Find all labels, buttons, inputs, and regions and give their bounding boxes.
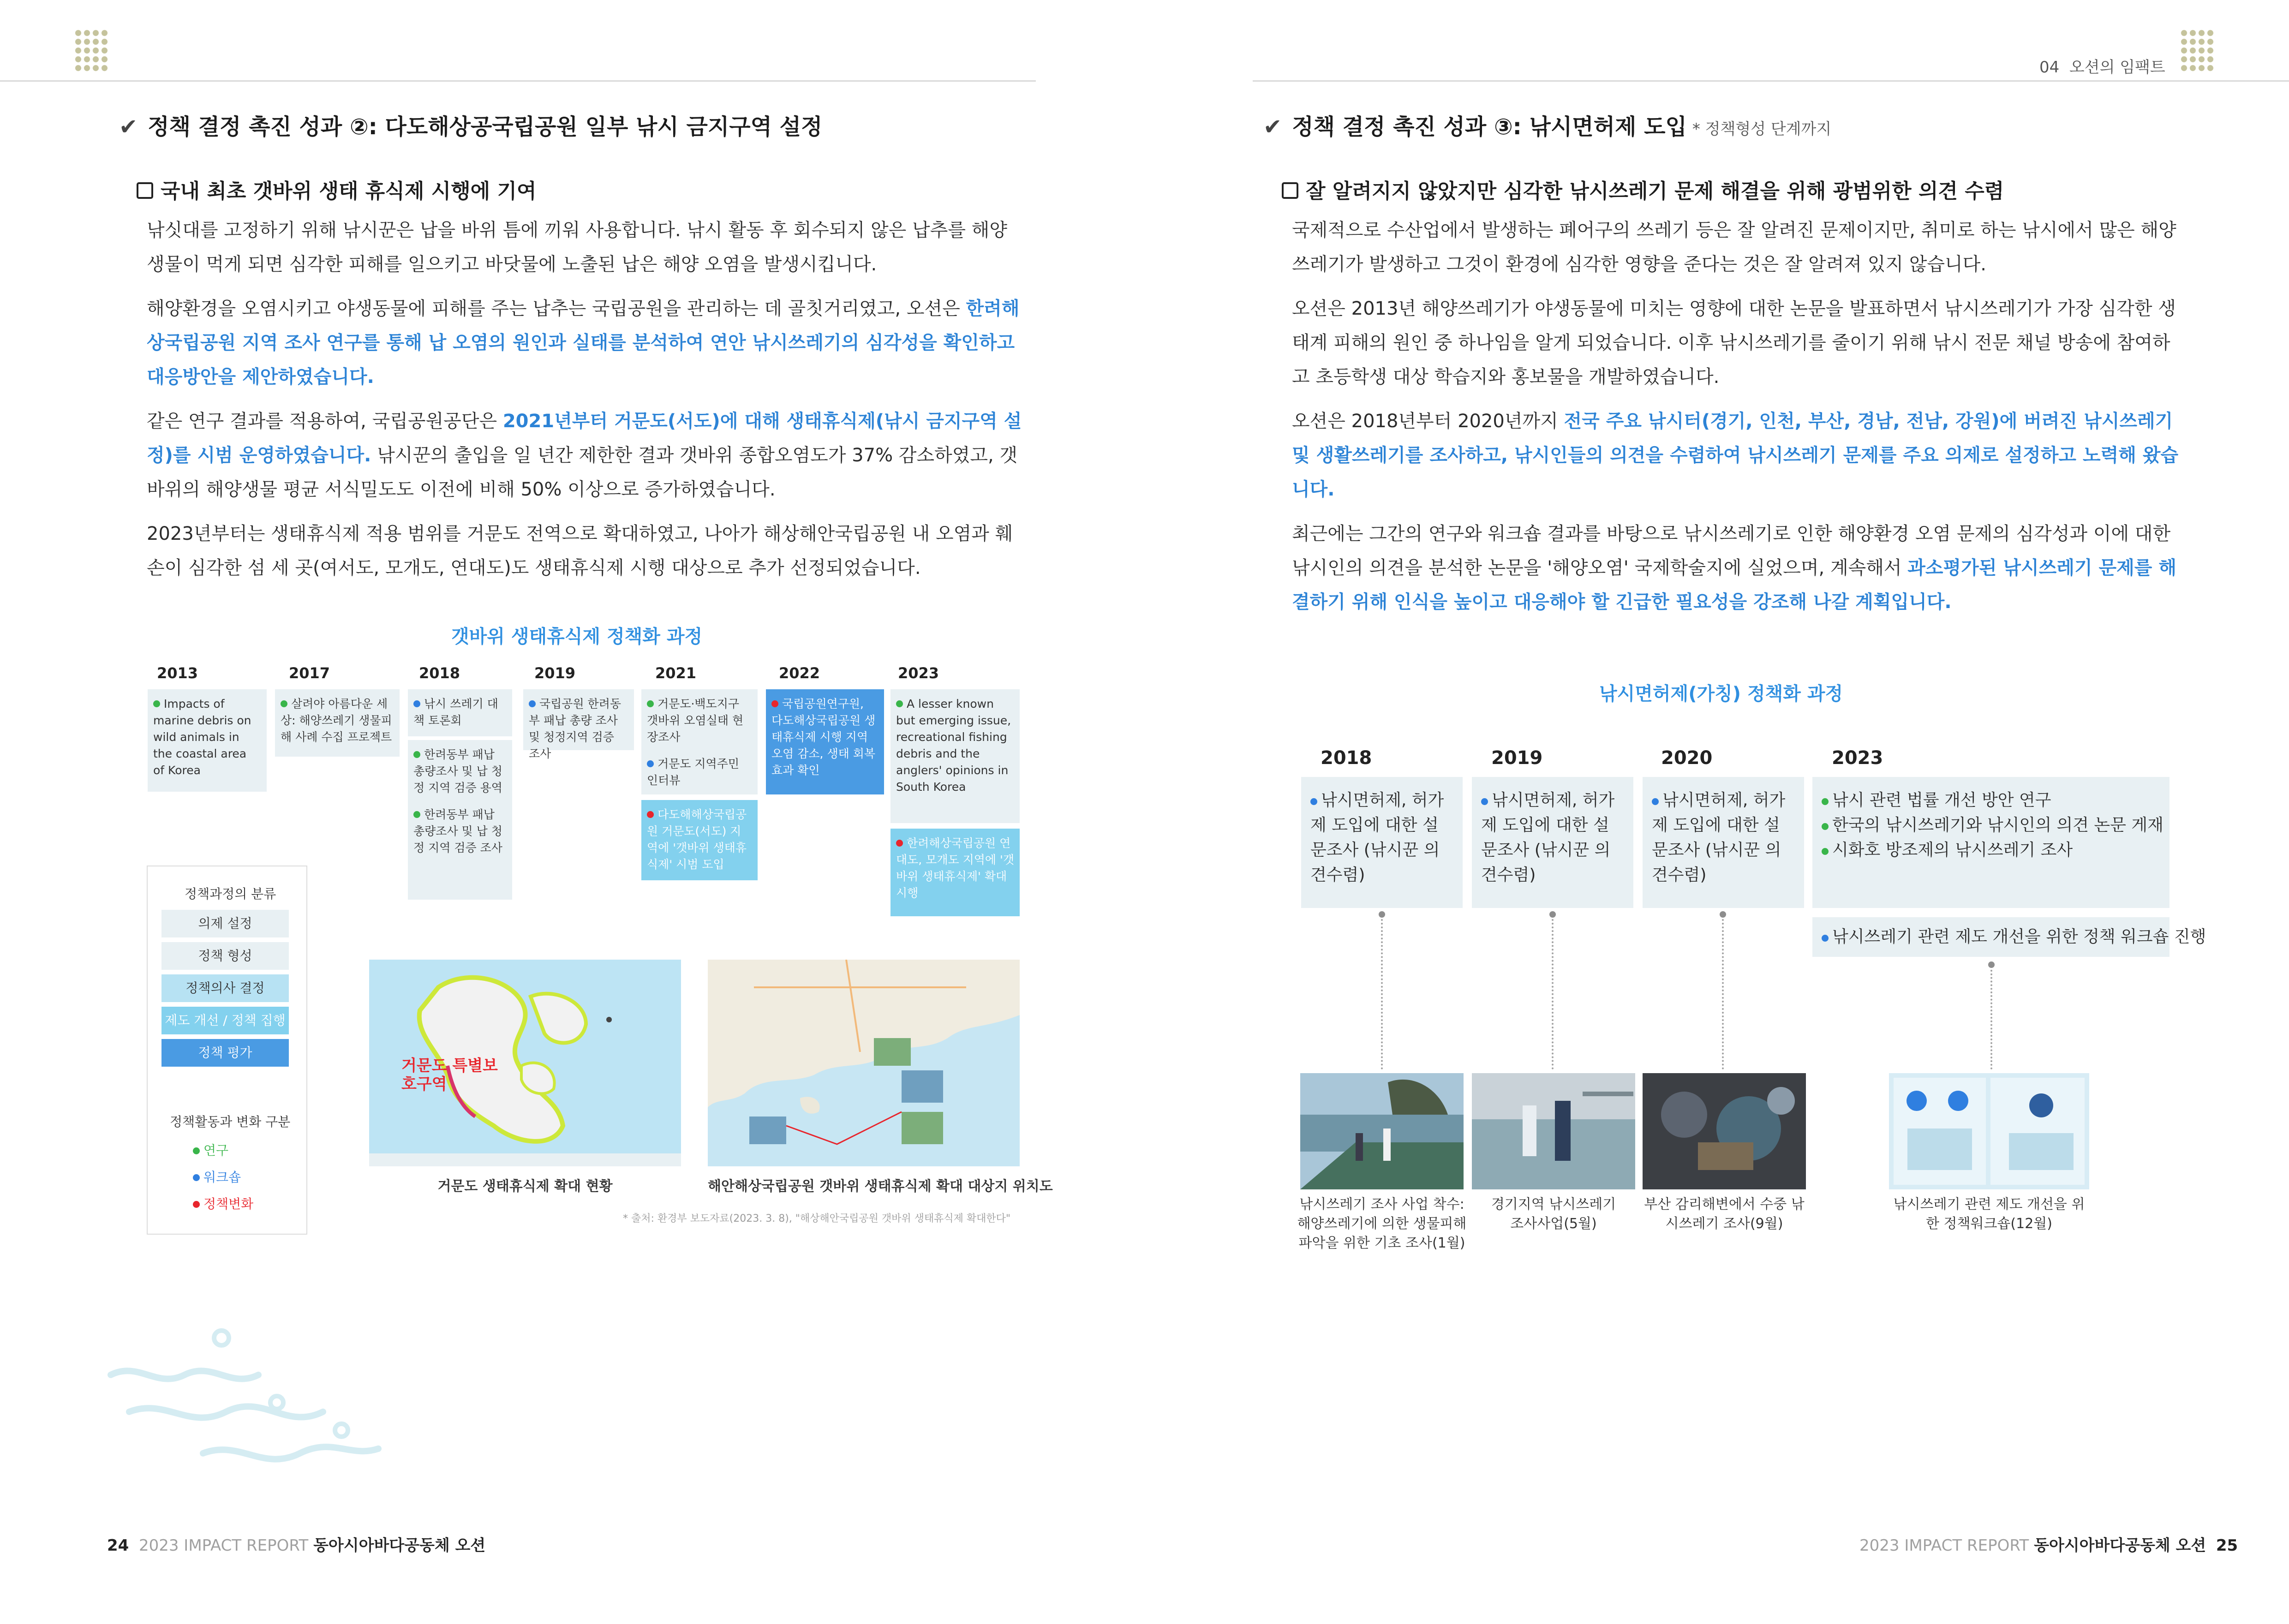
photo-caption-1: 낚시쓰레기 조사 사업 착수: 해양쓰레기에 의한 생물피해 파악을 위한 기초 조사(1월): [1297, 1196, 1467, 1251]
research-dot: [413, 811, 420, 818]
right-subheading: 잘 알려지지 않았지만 심각한 낚시쓰레기 문제 해결을 위해 광범위한 의견 수렴: [1282, 174, 2004, 204]
right-body: [1292, 213, 2182, 629]
research-dot: [1822, 798, 1829, 805]
year-2017: 2017: [289, 664, 330, 682]
connector-dot: [1988, 961, 1995, 968]
wave-decoration: [102, 1320, 397, 1495]
r-year-2023: 2023: [1832, 747, 1883, 769]
map-geomundo-label: 거문도 특별보호구역: [401, 1057, 498, 1093]
policy-change-dot: [647, 811, 654, 818]
legend-workshop: 워크숍: [193, 1167, 241, 1186]
connector-line: [1722, 919, 1724, 1069]
connector-line: [1990, 970, 1992, 1069]
timeline-box-2018-a: 낚시 쓰레기 대책 토론회: [408, 689, 512, 736]
legend-formation: 정책 형성: [161, 942, 289, 970]
photo-caption-4: 낚시쓰레기 관련 제도 개선을 위한 정책워크숍(12월): [1893, 1196, 2085, 1232]
workshop-dot: [1652, 798, 1659, 805]
r-box-2020: 낚시면허제, 허가제 도입에 대한 설문조사 (낚시꾼 의견수렴): [1643, 777, 1804, 908]
photo-caption-3: 부산 감리해변에서 수중 낚시쓰레기 조사(9월): [1644, 1196, 1805, 1232]
r-year-2020: 2020: [1661, 747, 1713, 769]
timeline-box-2023-a: A lesser known but emerging issue, recreational fishing debris and the anglers' opinions in South Korea: [890, 689, 1020, 823]
check-icon: ✔: [1263, 114, 1282, 140]
legend-title: 정책과정의 분류: [185, 886, 276, 902]
connector-line: [1552, 919, 1554, 1069]
r-box-2018: 낚시면허제, 허가제 도입에 대한 설문조사 (낚시꾼 의견수렴): [1301, 777, 1463, 908]
policy-change-dot: [896, 840, 903, 847]
map-national-park: [708, 960, 1020, 1166]
legend-decision: 정책의사 결정: [161, 974, 289, 1002]
left-p2: 해양환경을 오염시키고 야생동물에 피해를 주는 납추는 국립공원을 관리하는 데 골칫거리였고, 오션은 한려해상국립공원 지역 조사 연구를 통해 납 오염의 원인과 실태를 분석하여 연안 낚시쓰레기의 심각성을 확인하고 대응방안을 제안하였습니다.: [147, 298, 1020, 388]
decor-dots-right: [2180, 29, 2215, 72]
right-p2: 오션은 2013년 해양쓰레기가 야생동물에 미치는 영향에 대한 논문을 발표하면서 낚시쓰레기가 가장 심각한 생태계 피해의 원인 중 하나임을 알게 되었습니다. 이후 낚시쓰레기를 줄이기 위해 낚시 전문 채널 방송에 참여하고 초등학생 대상 학습지와 홍보물을 개발하였습니다.: [1292, 298, 2176, 388]
research-dot: [281, 700, 287, 707]
right-heading: ✔ 정책 결정 촉진 성과 ③: 낚시면허제 도입 * 정책형성 단계까지: [1263, 114, 1832, 140]
header-section-label: 04 오션의 임팩트: [2039, 58, 2165, 77]
checkbox-icon: [137, 182, 153, 199]
header-rule-right: [1253, 80, 2289, 82]
workshop-dot: [1481, 798, 1488, 805]
r-box-2023-workshop: 낚시쓰레기 관련 제도 개선을 위한 정책 워크숍 진행: [1812, 917, 2169, 957]
timeline-box-2013: Impacts of marine debris on wild animals in the coastal area of Korea: [148, 689, 267, 792]
year-2023: 2023: [898, 664, 939, 682]
photo-busan-underwater: [1643, 1073, 1806, 1189]
r-box-2019: 낚시면허제, 허가제 도입에 대한 설문조사 (낚시꾼 의견수렴): [1472, 777, 1633, 908]
timeline-box-2021-a: 거문도·백도지구 갯바위 오염실태 현장조사 거문도 지역주민 인터뷰: [641, 689, 758, 794]
research-dot: [153, 700, 160, 707]
checkbox-icon: [1282, 182, 1298, 199]
research-dot: [413, 751, 420, 758]
legend-research: 연구: [193, 1140, 228, 1159]
photo-survey-launch: [1300, 1073, 1464, 1189]
left-subheading: 국내 최초 갯바위 생태 휴식제 시행에 기여: [137, 174, 536, 204]
research-dot: [1822, 848, 1829, 855]
year-2022: 2022: [779, 664, 820, 682]
legend-implementation: 제도 개선 / 정책 집행: [161, 1007, 289, 1034]
right-p1: 국제적으로 수산업에서 발생하는 폐어구의 쓰레기 등은 잘 알려진 문제이지만, 취미로 하는 낚시에서 많은 해양쓰레기가 발생하고 그것이 환경에 심각한 영향을 준다는 것은 잘 알려져 있지 않습니다.: [1292, 220, 2176, 275]
map-geomundo: [369, 960, 681, 1166]
photo-gyeonggi-survey: [1472, 1073, 1635, 1189]
year-2013: 2013: [157, 664, 198, 682]
workshop-dot: [647, 760, 654, 767]
left-heading: ✔ 정책 결정 촉진 성과 ②: 다도해상공국립공원 일부 낚시 금지구역 설정: [119, 114, 823, 140]
right-timeline-title: 낚시면허제(가칭) 정책화 과정: [1599, 683, 1843, 705]
right-p4: 최근에는 그간의 연구와 워크숍 결과를 바탕으로 낚시쓰레기로 인한 해양환경 오염 문제의 심각성과 이에 대한 낚시인의 의견을 분석한 논문을 '해양오염' 국제학술지에 실었으며, 계속해서 과소평가된 낚시쓰레기 문제를 해결하기 위해 인식을 높이고 대응해야 할 긴급한 필요성을 강조해 나갈 계획입니다.: [1292, 523, 2177, 613]
photo-policy-workshop: [1889, 1073, 2089, 1189]
legend-agenda: 의제 설정: [161, 910, 289, 937]
timeline-box-2018-b: 한려동부 패납 총량조사 및 납 청정 지역 검증 용역 한려동부 패납 총량조사 및 납 청정 지역 검증 조사: [408, 740, 512, 900]
r-year-2019: 2019: [1491, 747, 1543, 769]
r-year-2018: 2018: [1321, 747, 1372, 769]
left-body: [147, 213, 1023, 595]
check-icon: ✔: [119, 114, 138, 140]
research-dot: [1822, 823, 1829, 830]
timeline-box-2022: 국립공원연구원, 다도해상국립공원 생태휴식제 시행 지역 오염 감소, 생태 회복 효과 확인: [766, 689, 884, 794]
connector-line: [1381, 919, 1383, 1069]
map-geomundo-caption: 거문도 생태휴식제 확대 현황: [437, 1178, 613, 1194]
legend-evaluation: 정책 평가: [161, 1039, 289, 1067]
header-rule-left: [0, 80, 1036, 82]
r-box-2023: 낚시 관련 법률 개선 방안 연구 한국의 낚시쓰레기와 낚시인의 의견 논문 게재 시화호 방조제의 낚시쓰레기 조사: [1812, 777, 2169, 908]
footer-right: 2023 IMPACT REPORT 동아시아바다공동체 오션 25: [1859, 1536, 2238, 1555]
research-dot: [647, 700, 654, 707]
left-p4: 2023년부터는 생태휴식제 적용 범위를 거문도 전역으로 확대하였고, 나아가 해상해안국립공원 내 오염과 훼손이 심각한 섬 세 곳(여서도, 모개도, 연대도)도 생태휴식제 시행 대상으로 추가 선정되었습니다.: [147, 523, 1013, 579]
year-2018: 2018: [419, 664, 460, 682]
decor-dots-left: [74, 29, 109, 72]
timeline-box-2019: 국립공원 한려동부 패납 총량 조사 및 청정지역 검증 조사: [523, 689, 634, 750]
left-source-note: * 출처: 환경부 보도자료(2023. 3. 8), "해상해안국립공원 갯바위 생태휴식제 확대한다": [623, 1213, 1011, 1224]
workshop-dot: [1822, 935, 1829, 942]
connector-dot: [1379, 911, 1385, 918]
policy-change-dot: [771, 700, 778, 707]
park-map-graphic: [708, 960, 1020, 1166]
workshop-dot: [1310, 798, 1317, 805]
year-2019: 2019: [534, 664, 576, 682]
left-timeline-title: 갯바위 생태휴식제 정책화 과정: [451, 626, 703, 647]
year-2021: 2021: [655, 664, 697, 682]
timeline-box-2021-b: 다도해해상국립공원 거문도(서도) 지역에 '갯바위 생태휴식제' 시범 도입: [641, 800, 758, 880]
footer-left: 24 2023 IMPACT REPORT 동아시아바다공동체 오션: [107, 1536, 486, 1555]
timeline-box-2023-b: 한려해상국립공원 연대도, 모개도 지역에 '갯바위 생태휴식제' 확대 시행: [890, 829, 1020, 916]
left-p1: 낚싯대를 고정하기 위해 낚시꾼은 납을 바위 틈에 끼워 사용합니다. 낚시 활동 후 회수되지 않은 납추를 해양생물이 먹게 되면 심각한 피해를 일으키고 바닷물에 노출된 납은 해양 오염을 발생시킵니다.: [147, 220, 1007, 275]
photo-caption-2: 경기지역 낚시쓰레기 조사사업(5월): [1491, 1196, 1616, 1232]
workshop-dot: [413, 700, 420, 707]
workshop-dot: [529, 700, 536, 707]
map-national-park-caption: 해안해상국립공원 갯바위 생태휴식제 확대 대상지 위치도: [708, 1178, 1053, 1194]
legend-policy-change: 정책변화: [193, 1194, 253, 1212]
connector-dot: [1549, 911, 1556, 918]
connector-dot: [1720, 911, 1726, 918]
right-p3: 오션은 2018년부터 2020년까지 전국 주요 낚시터(경기, 인천, 부산, 경남, 전남, 강원)에 버려진 낚시쓰레기 및 생활쓰레기를 조사하고, 낚시인들의 의견을 수렴하여 낚시쓰레기 문제를 주요 의제로 설정하고 노력해 왔습니다.: [1292, 411, 2179, 500]
timeline-box-2017: 살려야 아름다운 세상: 해양쓰레기 생물피해 사례 수집 프로젝트: [275, 689, 400, 757]
left-p3: 같은 연구 결과를 적용하여, 국립공원공단은 2021년부터 거문도(서도)에 대해 생태휴식제(낚시 금지구역 설정)를 시범 운영하였습니다. 낚시꾼의 출입을 일 년간 제한한 결과 갯바위 종합오염도가 37% 감소하였고, 갯바위의 해양생물 평균 서식밀도도 이전에 비해 50% 이상으로 증가하였습니다.: [147, 411, 1022, 500]
legend-change-title: 정책활동과 변화 구분: [170, 1114, 291, 1129]
research-dot: [896, 700, 903, 707]
